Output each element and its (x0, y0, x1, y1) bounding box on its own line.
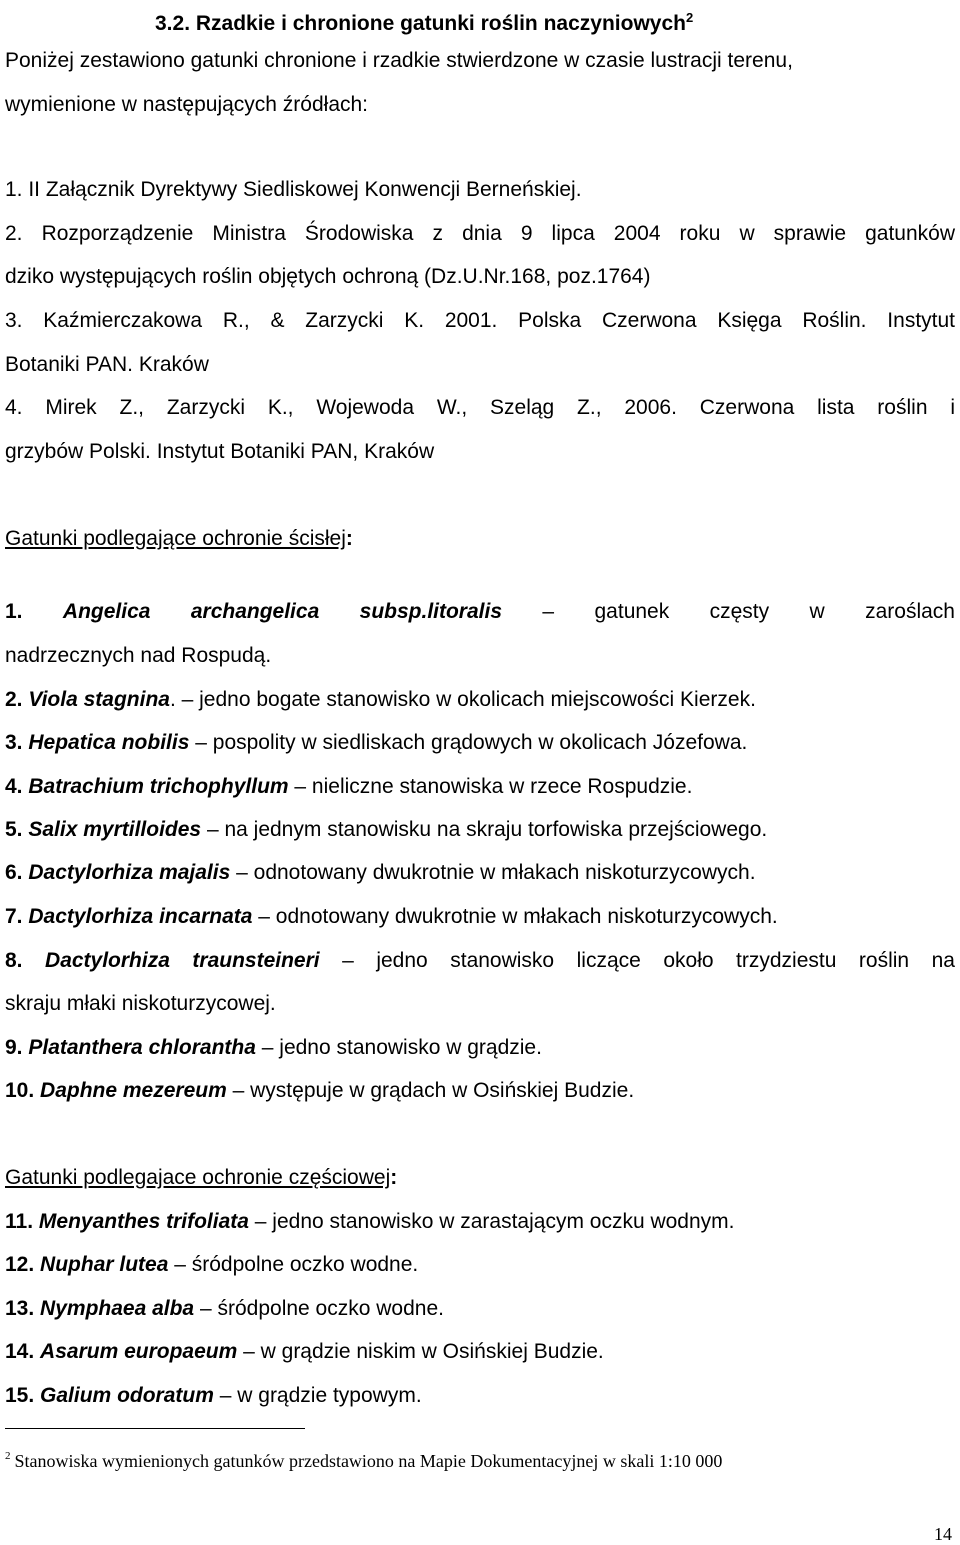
species-number: 15. (5, 1384, 35, 1407)
intro-line-1: Poniżej zestawiono gatunki chronione i rzadkie stwierdzone w czasie lustracji terenu, (5, 49, 793, 72)
intro-line-2: wymienione w następujących źródłach: (5, 93, 369, 116)
species-description: – pospolity w siedliskach grądowych w okolicach Józefowa. (195, 731, 748, 754)
species-number: 1. (5, 600, 23, 623)
species-item (5, 1338, 955, 1366)
species-item (5, 947, 955, 975)
species-name: Nuphar lutea (40, 1253, 169, 1276)
strict-protection-header (5, 525, 955, 553)
species-description: – jedno stanowisko w zarastającym oczku wodnym. (254, 1210, 735, 1233)
source-item-4-line-2: grzybów Polski. Instytut Botaniki PAN, Kraków (5, 440, 435, 463)
species-description: – jedno stanowisko liczące około trzydziestu roślin na (342, 949, 955, 972)
species-item (5, 686, 955, 714)
species-item (5, 598, 955, 626)
species-item (5, 816, 955, 844)
source-item-4-line-1: 4. Mirek Z., Zarzycki K., Wojewoda W., Szeląg Z., 2006. Czerwona lista roślin i (5, 396, 955, 419)
species-description: – nieliczne stanowiska w rzece Rospudzie. (294, 775, 693, 798)
species-item (5, 1034, 955, 1062)
species-item (5, 1208, 955, 1236)
species-description: – w grądzie niskim w Osińskiej Budzie. (243, 1340, 604, 1363)
species-description: – śródpolne oczko wodne. (199, 1297, 444, 1320)
footnote-mark: 2 (5, 1450, 11, 1462)
species-item (5, 729, 955, 757)
section-heading (155, 4, 955, 38)
species-number: 10. (5, 1079, 35, 1102)
species-number: 12. (5, 1253, 35, 1276)
partial-header-text: Gatunki podlegajace ochronie częściowej (5, 1166, 391, 1189)
species-name: Dactylorhiza traunsteineri (45, 949, 320, 972)
partial-header-colon: : (390, 1166, 398, 1189)
species-name: Menyanthes trifoliata (38, 1210, 249, 1233)
species-name: Viola stagnina (28, 688, 170, 711)
species-item (5, 773, 955, 801)
source-item-3-line-2: Botaniki PAN. Kraków (5, 353, 209, 376)
strict-header-text: Gatunki podlegające ochronie ścisłej (5, 527, 346, 550)
species-name: Batrachium trichophyllum (28, 775, 289, 798)
source-item-1: 1. II Załącznik Dyrektywy Siedliskowej Konwencji Berneńskiej. (5, 178, 582, 201)
source-item-2-line-2: dziko występujących roślin objętych ochroną (Dz.U.Nr.168, poz.1764) (5, 265, 651, 288)
species-description: – gatunek częsty w zaroślach (542, 600, 955, 623)
species-number: 13. (5, 1297, 35, 1320)
species-name: Salix myrtilloides (28, 818, 202, 841)
species-number: 4. (5, 775, 23, 798)
species-description: – odnotowany dwukrotnie w młakach niskoturzycowych. (258, 905, 778, 928)
species-number: 3. (5, 731, 23, 754)
species-item-continuation: skraju młaki niskoturzycowej. (5, 992, 276, 1015)
species-item-continuation: nadrzecznych nad Rospudą. (5, 644, 272, 667)
footnote (5, 1444, 722, 1473)
species-name: Nymphaea alba (40, 1297, 195, 1320)
species-description: – na jednym stanowisku na skraju torfowiska przejściowego. (206, 818, 768, 841)
species-description: . – jedno bogate stanowisko w okolicach miejscowości Kierzek. (169, 688, 756, 711)
species-number: 11. (5, 1210, 34, 1233)
species-item (5, 1077, 955, 1105)
species-name: Hepatica nobilis (28, 731, 190, 754)
species-item (5, 1295, 955, 1323)
source-item-2-line-1: 2. Rozporządzenie Ministra Środowiska z dnia 9 lipca 2004 roku w sprawie gatunków (5, 222, 955, 245)
species-description: – śródpolne oczko wodne. (174, 1253, 419, 1276)
species-name: Dactylorhiza incarnata (28, 905, 253, 928)
source-item-3-line-1: 3. Kaźmierczakowa R., & Zarzycki K. 2001. Polska Czerwona Księga Roślin. Instytut (5, 309, 955, 332)
species-name: Angelica archangelica subsp.litoralis (62, 600, 503, 623)
species-description: – odnotowany dwukrotnie w młakach niskoturzycowych. (236, 861, 756, 884)
section-title: Rzadkie i chronione gatunki roślin naczyniowych (195, 12, 686, 35)
species-item (5, 1382, 955, 1410)
species-description: – występuje w grądach w Osińskiej Budzie. (232, 1079, 635, 1102)
species-number: 5. (5, 818, 23, 841)
footnote-divider (5, 1428, 305, 1429)
species-name: Galium odoratum (40, 1384, 214, 1407)
species-number: 8. (5, 949, 23, 972)
strict-header-colon: : (345, 527, 353, 550)
species-description: – w grądzie typowym. (219, 1384, 422, 1407)
species-name: Dactylorhiza majalis (28, 861, 231, 884)
species-number: 6. (5, 861, 23, 884)
species-item (5, 1251, 955, 1279)
section-number: 3.2. (155, 12, 191, 35)
species-description: – jedno stanowisko w grądzie. (261, 1036, 542, 1059)
species-number: 2. (5, 688, 23, 711)
species-name: Platanthera chlorantha (28, 1036, 256, 1059)
footnote-reference: 2 (685, 10, 694, 25)
species-item (5, 903, 955, 931)
species-name: Daphne mezereum (40, 1079, 227, 1102)
footnote-text: Stanowiska wymienionych gatunków przedstawiono na Mapie Dokumentacyjnej w skali 1:10 000 (14, 1451, 723, 1471)
species-number: 9. (5, 1036, 23, 1059)
partial-protection-header (5, 1164, 955, 1192)
page-number: 14 (934, 1524, 952, 1544)
species-item (5, 859, 955, 887)
species-number: 7. (5, 905, 23, 928)
species-number: 14. (5, 1340, 35, 1363)
species-name: Asarum europaeum (40, 1340, 238, 1363)
